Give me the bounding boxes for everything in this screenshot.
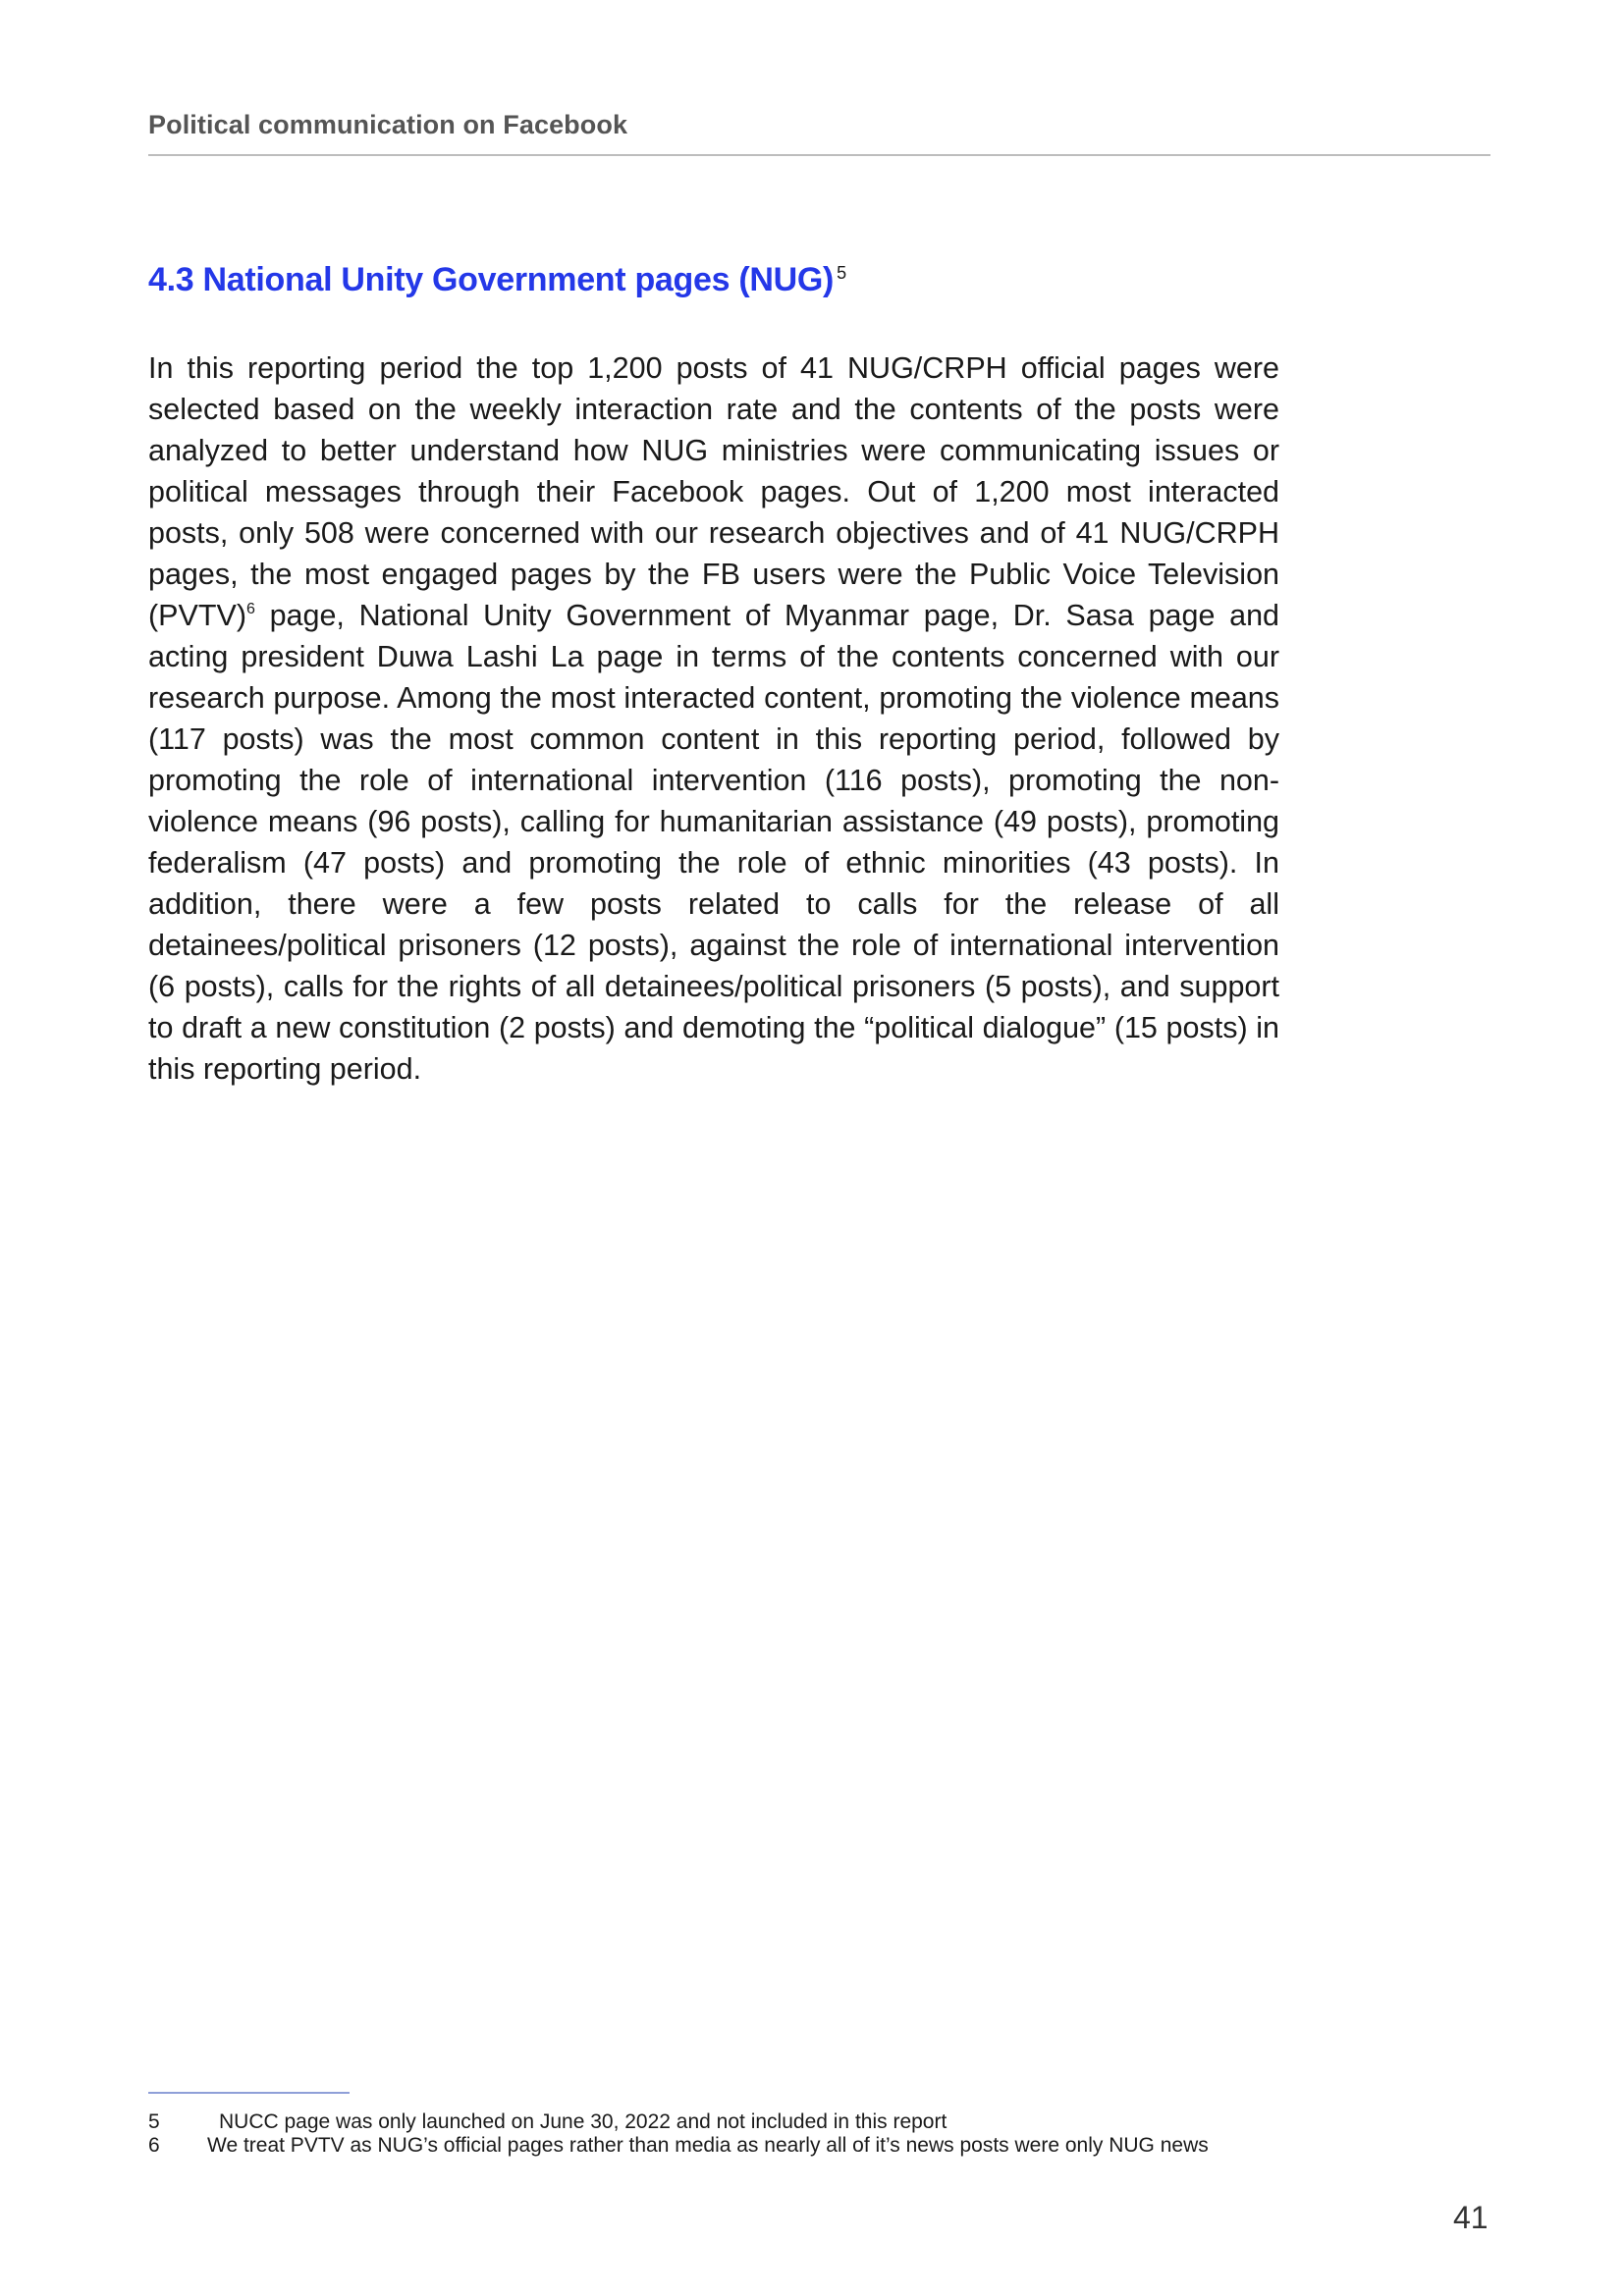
page-number: 41	[1453, 2200, 1489, 2235]
footnote-text: We treat PVTV as NUG’s official pages rather than media as nearly all of it’s news posts were only NUG news	[207, 2134, 1209, 2157]
body-paragraph	[148, 347, 1279, 1090]
running-header-title: Political communication on Facebook	[148, 110, 628, 139]
footnote-ref-6[interactable]: 6	[245, 601, 255, 617]
footnote-number: 5	[148, 2110, 160, 2133]
body-paragraph-part2: page, National Unity Government of Myanmar page, Dr. Sasa page and acting president Duwa Lashi La page in terms of the contents concerned with our research purpose. Among the most interacted content, promoting the violence means (117 posts) was the most common content in this reporting period, followed by promoting the role of international intervention (116 posts), promoting the non-violence means (96 posts), calling for humanitarian assistance (49 posts), promoting federalism (47 posts) and promoting the role of ethnic minorities (43 posts). In addition, there were a few posts related to calls for the release of all detainees/political prisoners (12 posts), against the role of international intervention (6 posts), calls for the rights of all detainees/political prisoners (5 posts), and support to draft a new constitution (2 posts) and demoting the “political dialogue” (15 posts) in this reporting period.	[148, 599, 1279, 1086]
footnote-number: 6	[148, 2134, 160, 2157]
section-heading	[148, 261, 846, 299]
footnote-5	[148, 2110, 947, 2134]
footnote-text: NUCC page was only launched on June 30, 2022 and not included in this report	[219, 2110, 947, 2133]
footnote-6	[148, 2134, 1209, 2158]
header-divider	[148, 154, 1490, 156]
footnote-ref-5[interactable]: 5	[837, 263, 846, 283]
footnote-divider	[148, 2092, 350, 2094]
body-paragraph-part1: In this reporting period the top 1,200 posts of 41 NUG/CRPH official pages were selected based on the weekly interaction rate and the contents of the posts were analyzed to better understand how NUG ministries were communicating issues or political messages through their Facebook pages. Out of 1,200 most interacted posts, only 508 were concerned with our research objectives and of 41 NUG/CRPH pages, the most engaged pages by the FB users were the Public Voice Television (PVTV)	[148, 351, 1279, 632]
section-heading-text: 4.3 National Unity Government pages (NUG)	[148, 261, 835, 298]
